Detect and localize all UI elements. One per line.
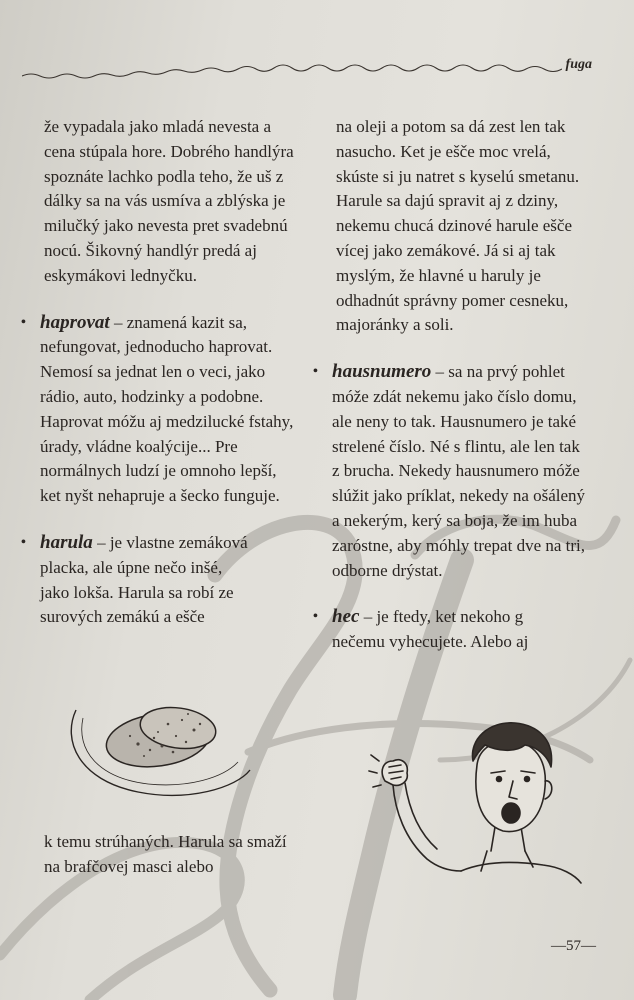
entry-definition: – znamená kazit sa, nefungovat, jednoducho haprovat. Nemosí sa jednat len o veci, jako rádio, auto, hodzinky a podobne. Haprovat móžu aj medzilucké fstahy, úrady, vládne koalýcije... Pre normálnych ludzí je omnoho lepší, ket nyšt nehapruje a šecko funguje. xyxy=(40,312,294,506)
right-column xyxy=(313,115,588,655)
shouting-man-icon xyxy=(365,715,585,885)
left-column-top xyxy=(21,115,296,630)
entry-bullet: • xyxy=(313,364,318,380)
entry-definition: – je vlastne zemáková placka, ale úpne nečo inšé, jako lokša. Harula sa robí ze surových zemákú a ešče xyxy=(40,532,248,627)
entry-haprovat xyxy=(21,311,296,509)
entry-hausnumero xyxy=(313,360,588,583)
entry-term: harula xyxy=(40,531,93,553)
entry-term: hec xyxy=(332,606,360,628)
running-head: fuga xyxy=(565,57,592,72)
left-continuation-text: že vypadala jako mladá nevesta a cena stúpala hore. Dobrého handlýra spoznáte lachko podla teho, že uš z dálky sa na vás usmíva a zblýska je milučký jako nevesta pret svadebnú nocú. Šikovný handlýr predá aj eskymákovi lednyčku. xyxy=(44,117,294,285)
entry-term: haprovat xyxy=(40,311,110,333)
entry-term: hausnumero xyxy=(332,361,432,383)
page-number: —57— xyxy=(551,938,596,954)
header-wavy-rule xyxy=(22,60,562,84)
left-column-bottom xyxy=(44,830,296,880)
entry-definition: – sa na prvý pohlet móže zdát nekemu jako číslo domu, ale neny to tak. Hausnumero je také strelené číslo. Né s flintu, ale len tak z brucha. Nekedy hausnumero móže slúžit jako príklat, nekedy na ošálený a nekerým, kerý sa boja, že im huba zaróstne, aby móhly trepat dve na tri, odborne drýstat. xyxy=(332,362,586,580)
right-continuation-text: na oleji a potom sa dá zest len tak nasucho. Ket je ešče moc vrelá, skúste si ju natret s kyselú smetanu. Harule sa dajú spravit aj z dziny, nekemu chucá dzinové harule ešče vícej jako zemákové. Já si aj tak myslým, že hlavné u haruly je odhadnút správny pomer cesneku, majoránky a soli. xyxy=(336,117,580,335)
entry-definition: – je ftedy, ket nekoho g nečemu vyhecujete. Alebo aj xyxy=(332,607,529,652)
entry-harula xyxy=(21,531,250,630)
plate-with-potato-pancakes-icon xyxy=(58,680,258,800)
entry-hec xyxy=(313,605,556,655)
entry-bullet: • xyxy=(21,534,26,550)
entry-bullet: • xyxy=(313,609,318,625)
left-after-image-text: k temu strúhaných. Harula sa smaží na brafčovej masci alebo xyxy=(44,832,287,876)
entry-bullet: • xyxy=(21,314,26,330)
